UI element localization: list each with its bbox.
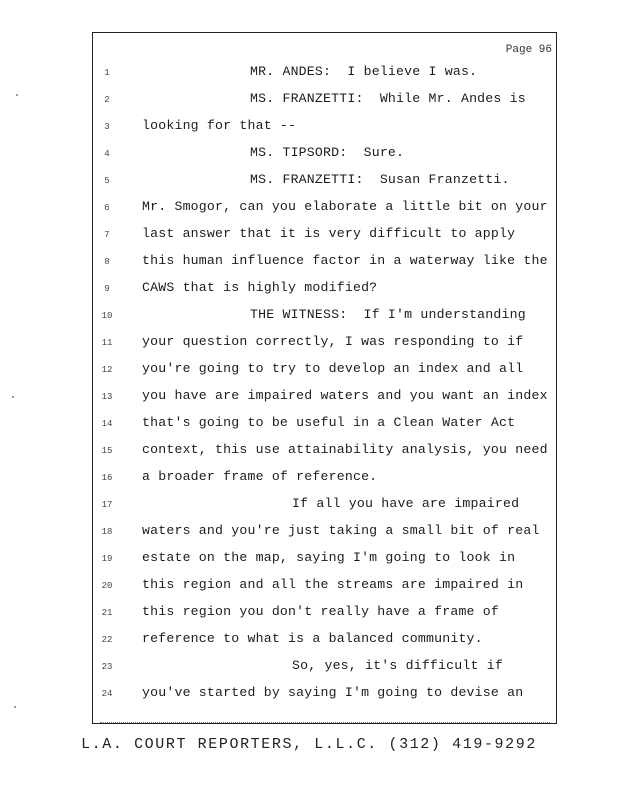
transcript-line (0, 658, 618, 684)
transcript-line (0, 226, 618, 252)
line-number: 10 (101, 311, 113, 321)
line-text: reference to what is a balanced community. (142, 631, 483, 646)
line-number: 8 (104, 257, 110, 267)
line-text: CAWS that is highly modified? (142, 280, 378, 295)
line-text: this region you don't really have a frame of (142, 604, 500, 619)
transcript-line (0, 64, 618, 90)
transcript-line (0, 604, 618, 630)
transcript-line (0, 442, 618, 468)
line-text: you're going to try to develop an index and all (142, 361, 524, 376)
line-number: 11 (101, 338, 113, 348)
line-number: 24 (101, 689, 113, 699)
line-number: 19 (101, 554, 113, 564)
line-number: 16 (101, 473, 113, 483)
transcript-line (0, 469, 618, 495)
scan-speck (14, 706, 16, 708)
transcript-line (0, 685, 618, 711)
transcript-line (0, 415, 618, 441)
line-number: 9 (104, 284, 110, 294)
line-number: 6 (104, 203, 110, 213)
transcript-line (0, 91, 618, 117)
line-text: last answer that it is very difficult to apply (142, 226, 516, 241)
line-text: THE WITNESS: If I'm understanding (250, 307, 526, 322)
transcript-line (0, 307, 618, 333)
line-number: 4 (104, 149, 110, 159)
line-text: looking for that -- (142, 118, 297, 133)
line-number: 15 (101, 446, 113, 456)
line-number: 21 (101, 608, 113, 618)
scan-speck (16, 94, 18, 96)
line-number: 14 (101, 419, 113, 429)
transcript-line (0, 334, 618, 360)
scan-speck (12, 396, 14, 398)
transcript-line (0, 253, 618, 279)
transcript-line (0, 172, 618, 198)
line-number: 2 (104, 95, 110, 105)
transcript-line (0, 118, 618, 144)
transcript-line (0, 199, 618, 225)
transcript-line (0, 280, 618, 306)
transcript-line (0, 550, 618, 576)
transcript-line (0, 631, 618, 657)
transcript-line (0, 388, 618, 414)
line-text: you have are impaired waters and you want an index (142, 388, 548, 403)
line-number: 3 (104, 122, 110, 132)
line-text: Mr. Smogor, can you elaborate a little bit on your (142, 199, 548, 214)
line-text: MS. FRANZETTI: While Mr. Andes is (250, 91, 526, 106)
reporter-footer: L.A. COURT REPORTERS, L.L.C. (312) 419-9292 (81, 736, 537, 753)
line-number: 17 (101, 500, 113, 510)
transcript-line (0, 577, 618, 603)
line-text: this human influence factor in a waterway like the (142, 253, 548, 268)
line-number: 22 (101, 635, 113, 645)
transcript-line (0, 496, 618, 522)
transcript-line (0, 361, 618, 387)
line-text: a broader frame of reference. (142, 469, 378, 484)
line-number: 20 (101, 581, 113, 591)
line-text: this region and all the streams are impaired in (142, 577, 524, 592)
frame-bottom-edge (100, 722, 550, 723)
line-text: your question correctly, I was responding to if (142, 334, 524, 349)
line-number: 12 (101, 365, 113, 375)
line-number: 23 (101, 662, 113, 672)
line-number: 1 (104, 68, 110, 78)
line-number: 7 (104, 230, 110, 240)
line-text: that's going to be useful in a Clean Water Act (142, 415, 516, 430)
line-number: 18 (101, 527, 113, 537)
line-text: estate on the map, saying I'm going to look in (142, 550, 516, 565)
transcript-line (0, 523, 618, 549)
line-text: MR. ANDES: I believe I was. (250, 64, 478, 79)
transcript-line (0, 145, 618, 171)
line-text: So, yes, it's difficult if (292, 658, 503, 673)
line-text: you've started by saying I'm going to devise an (142, 685, 524, 700)
line-number: 13 (101, 392, 113, 402)
line-number: 5 (104, 176, 110, 186)
line-text: MS. TIPSORD: Sure. (250, 145, 405, 160)
page-number: Page 96 (505, 44, 552, 56)
line-text: MS. FRANZETTI: Susan Franzetti. (250, 172, 510, 187)
line-text: If all you have are impaired (292, 496, 520, 511)
line-text: context, this use attainability analysis, you need (142, 442, 548, 457)
line-text: waters and you're just taking a small bit of real (142, 523, 540, 538)
